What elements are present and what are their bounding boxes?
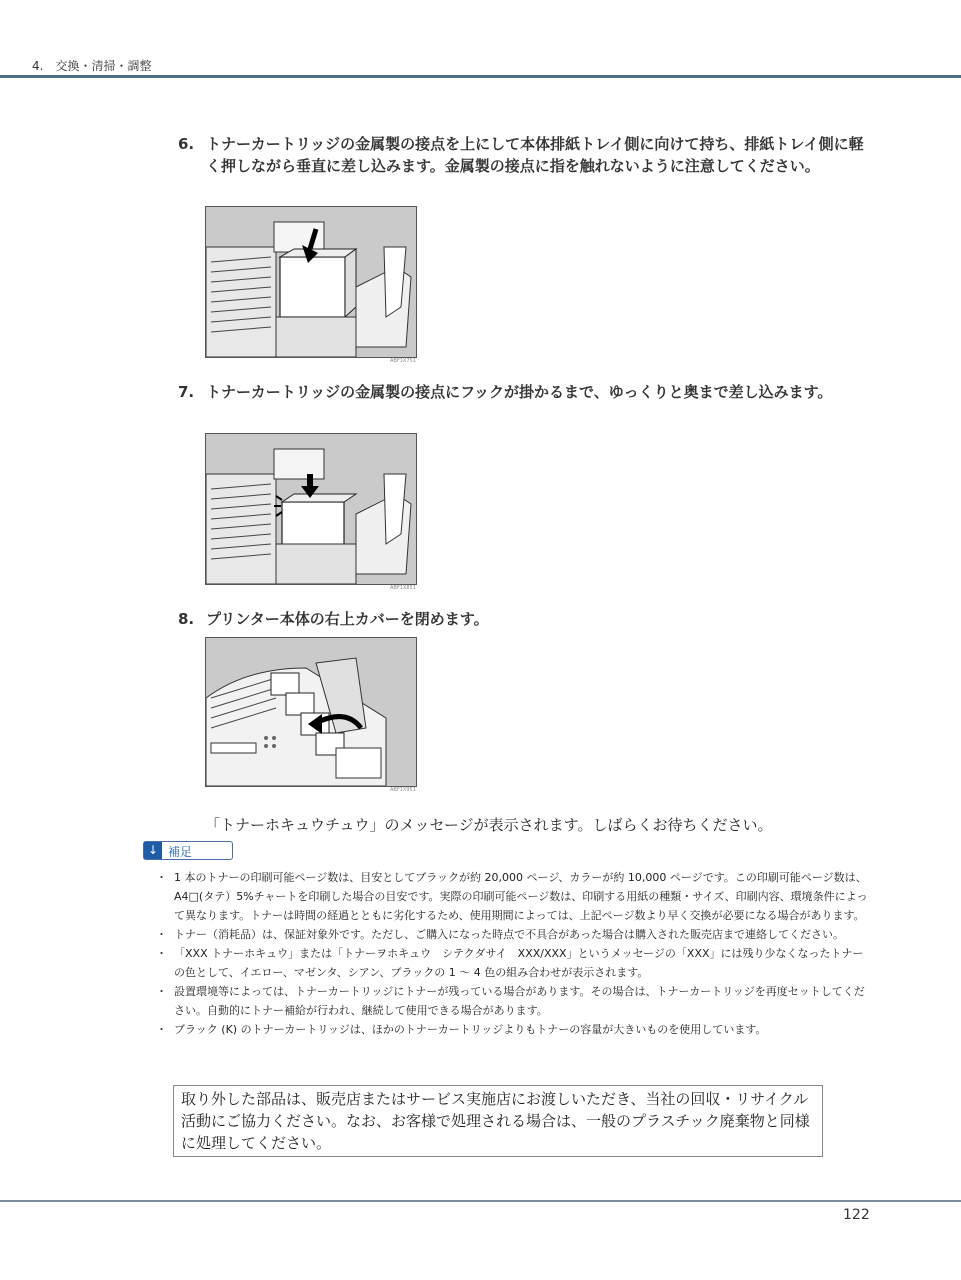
supplement-list	[160, 868, 872, 1039]
down-arrow-icon: ↓	[144, 842, 162, 859]
supplement-label: 補足	[168, 845, 193, 859]
step-number: 7.	[178, 383, 195, 401]
list-item: ・ 1 本のトナーの印刷可能ページ数は、目安としてブラックが約 20,000 ページ、カラーが約 10,000 ページです。この印刷可能ページ数は、A4□(タテ）5%チャートを印刷した場合の目安です。実際の印刷可能ページ数は、印刷する用紙の種類・サイズ、印刷内容、環境条件によって異なります。トナーは時間の経過とともに劣化するため、使用期間によっては、上記ページ数より早く交換が必要になる場合があります。	[160, 868, 872, 925]
figure-code: ABF1X751	[390, 358, 416, 364]
figure-code: ABF1X951	[390, 787, 416, 793]
chapter-title: 4. 交換・清掃・調整	[32, 59, 152, 73]
header-rule	[0, 75, 961, 78]
page-number: 122	[843, 1207, 870, 1223]
printer-illustration	[206, 638, 416, 786]
footer-rule	[0, 1200, 961, 1202]
step-7	[178, 381, 868, 403]
status-message: 「トナーホキュウチュウ」のメッセージが表示されます。しばらくお待ちください。	[205, 816, 773, 834]
step-text: プリンター本体の右上カバーを閉めます。	[206, 610, 489, 628]
printer-illustration	[206, 434, 416, 584]
step-8	[178, 608, 868, 630]
page-header	[0, 0, 961, 80]
figure-insert-cartridge	[205, 206, 417, 358]
step-number: 6.	[178, 135, 195, 153]
list-item: ・ ブラック (K) のトナーカートリッジは、ほかのトナーカートリッジよりもトナーの容量が大きいものを使用しています。	[160, 1020, 872, 1039]
figure-push-cartridge	[205, 433, 417, 585]
list-item: ・ トナー（消耗品）は、保証対象外です。ただし、ご購入になった時点で不具合があった場合は購入された販売店まで連絡してください。	[160, 925, 872, 944]
figure-close-cover	[205, 637, 417, 787]
supplement-tag	[143, 841, 233, 860]
list-item: ・ 設置環境等によっては、トナーカートリッジにトナーが残っている場合があります。その場合は、トナーカートリッジを再度セットしてください。自動的にトナー補給が行われ、継続して使用できる場合があります。	[160, 982, 872, 1020]
step-text: トナーカートリッジの金属製の接点にフックが掛かるまで、ゆっくりと奥まで差し込みます。	[206, 383, 833, 401]
figure-code: ABF1X851	[390, 585, 416, 591]
step-number: 8.	[178, 610, 195, 628]
printer-illustration	[206, 207, 416, 357]
step-text: トナーカートリッジの金属製の接点を上にして本体排紙トレイ側に向けて持ち、排紙トレイ側に軽く押しながら垂直に差し込みます。金属製の接点に指を触れないように注意してください。	[206, 135, 864, 175]
step-6	[178, 133, 868, 177]
recycling-notice: 取り外した部品は、販売店またはサービス実施店にお渡しいただき、当社の回収・リサイクル活動にご協力ください。なお、お客様で処理される場合は、一般のプラスチック廃棄物と同様に処理してください。	[173, 1085, 823, 1157]
list-item: ・ 「XXX トナーホキュウ」または「トナーヲホキュウ シテクダサイ XXX/XXX」というメッセージの「XXX」には残り少なくなったトナーの色として、イエロー、マゼンタ、シアン、ブラックの 1 〜 4 色の組み合わせが表示されます。	[160, 944, 872, 982]
